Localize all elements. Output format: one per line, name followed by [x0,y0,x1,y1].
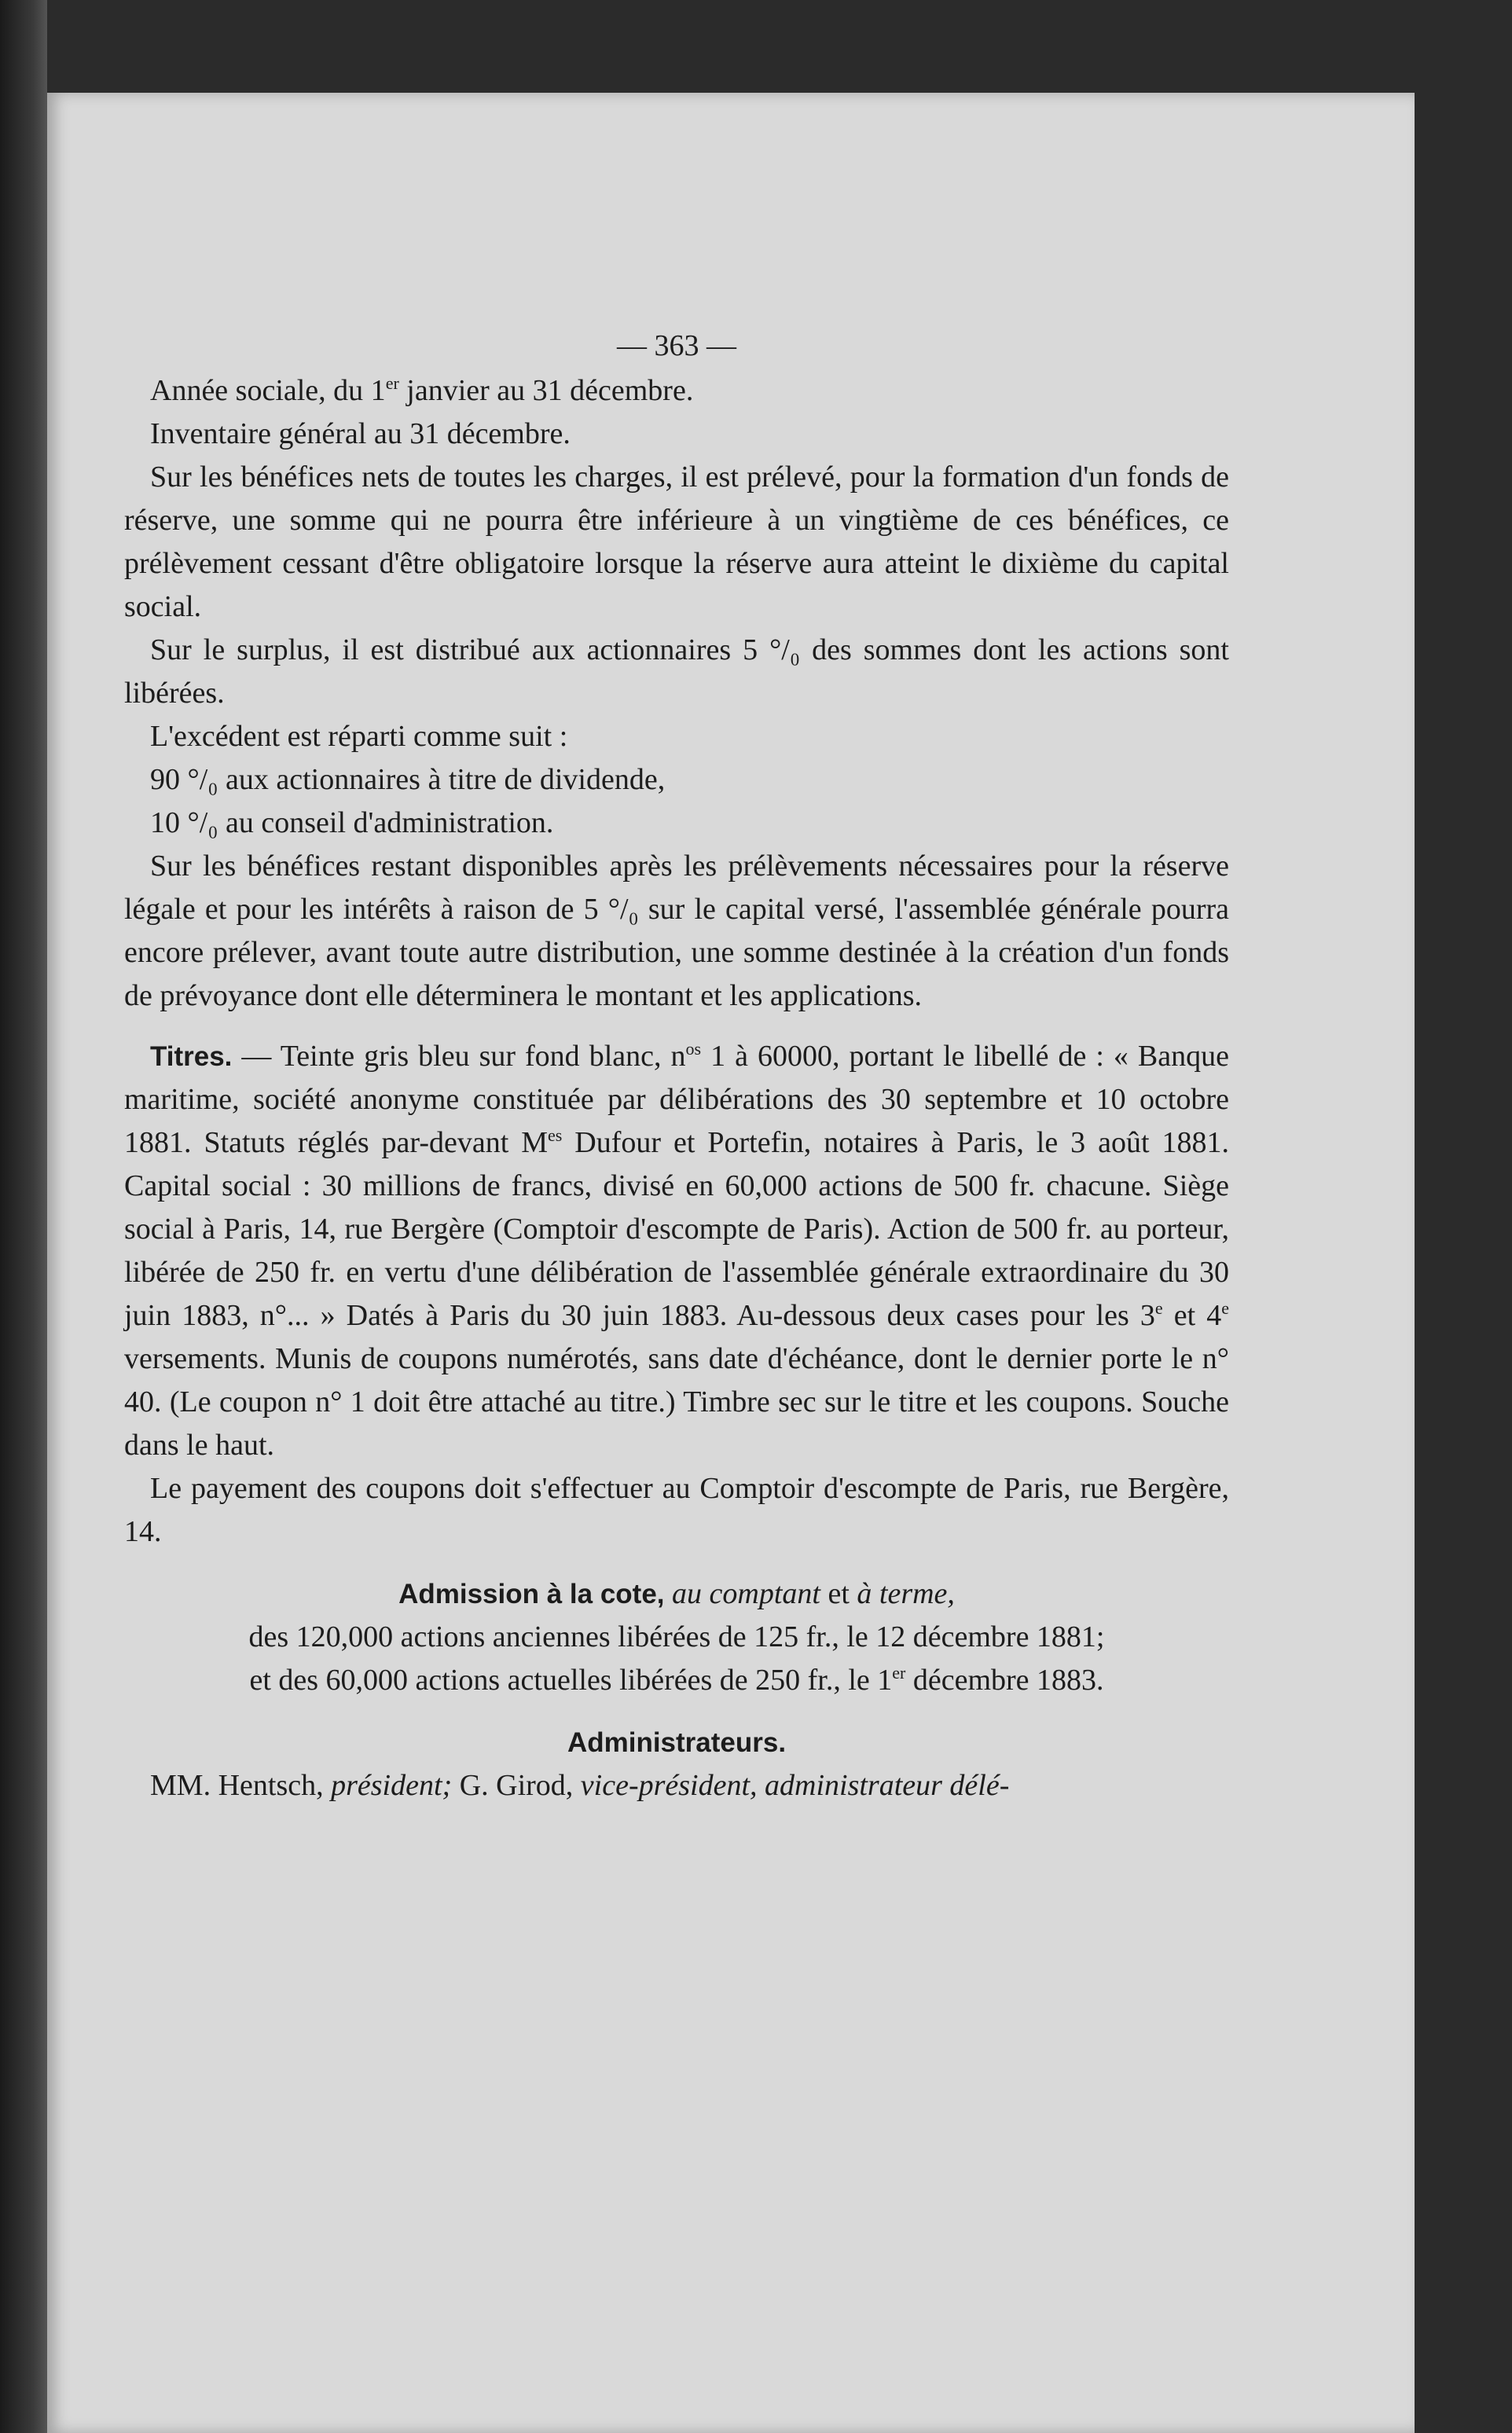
admission-line-1: des 120,000 actions anciennes libérées de 125 fr., le 12 décembre 1881; [248,1620,1105,1653]
text-span: et 4 [1162,1299,1222,1332]
superscript: e [1221,1298,1229,1318]
paragraph-surplus: Sur le surplus, il est distribué aux actionnaires 5 °/₀ des sommes dont les actions sont libérées. [124,633,1229,710]
text-span: décembre 1883. [905,1664,1104,1697]
text-span: 1 à 60000, portant le libellé de : « Banque maritime, société anonyme constituée par délibérations des 30 septembre et 10 octobre 1881. Statuts réglés par-devant M [124,1040,1230,1159]
page-number: — 363 — [617,329,736,362]
paragraph-titres [124,1035,1229,1467]
text-span: Année sociale, du 1 [150,374,386,407]
administrateurs-title: Administrateurs. [567,1727,787,1758]
paragraph-excedent: L'excédent est réparti comme suit : [150,720,568,753]
administrateurs-heading [124,1721,1229,1764]
text-span: janvier au 31 décembre. [398,374,694,407]
superscript: er [892,1663,906,1683]
role-president: président; [331,1769,453,1802]
page-text [124,322,1229,1807]
titres-label: Titres. [150,1041,233,1072]
text-span: Dufour et Portefin, notaires à Paris, le 3 août 1881. Capital social : 30 millions de francs, divisé en 60,000 actions de 500 fr. chacune. Siège social à Paris, 14, rue Bergère (Comptoir d'escompte de Paris). Action de 500 fr. au porteur, libérée de 250 fr. en vertu d'une délibération de l'assemblée générale extraordinaire du 30 juin 1883, n°... » Datés à Paris du 30 juin 1883. Au-dessous deux cases pour les 3 [124,1126,1229,1332]
text-span: versements. Munis de coupons numérotés, sans date d'échéance, dont le dernier porte le n° 40. (Le coupon n° 1 doit être attaché au titre.) Timbre sec sur le titre et les coupons. Souche dans le haut. [124,1342,1229,1462]
paragraph-administrateurs [124,1764,1229,1807]
paragraph-dividende: 90 °/₀ aux actionnaires à titre de dividende, [150,763,666,796]
admission-et: et [828,1577,850,1610]
superscript: es [548,1125,563,1145]
superscript: er [385,373,399,393]
text-span: MM. Hentsch, [150,1769,332,1802]
admission-comptant: au comptant [672,1577,820,1610]
role-vice-president: vice-président, administrateur délé- [580,1769,1010,1802]
admission-terme: à terme, [857,1577,955,1610]
paragraph-conseil: 10 °/₀ au conseil d'administration. [150,806,554,839]
admission-heading [124,1572,1229,1616]
paragraph-payement: Le payement des coupons doit s'effectuer au Comptoir d'escompte de Paris, rue Bergère, 14. [124,1472,1229,1548]
admission-title: Admission à la cote, [398,1579,665,1609]
book-page [47,93,1415,2433]
text-span: G. Girod, [452,1769,581,1802]
paragraph-inventaire: Inventaire général au 31 décembre. [150,417,571,450]
text-span: et des 60,000 actions actuelles libérées de 250 fr., le 1 [249,1664,893,1697]
text-span: — Teinte gris bleu sur fond blanc, n [232,1040,686,1073]
paragraph-prevoyance: Sur les bénéfices restant disponibles après les prélèvements nécessaires pour la réserve légale et pour les intérêts à raison de 5 °/₀ sur le capital versé, l'assemblée générale pourra encore prélever, avant toute autre distribution, une somme destinée à la création d'un fonds de prévoyance dont elle déterminera le montant et les applications. [124,850,1229,1012]
superscript: os [685,1039,702,1059]
paragraph-benefices: Sur les bénéfices nets de toutes les charges, il est prélevé, pour la formation d'un fonds de réserve, une somme qui ne pourra être inférieure à un vingtième de ces bénéfices, ce prélèvement cessant d'être obligatoire lorsque la réserve aura atteint le dixième du capital social. [124,461,1229,623]
admission-line-2 [124,1659,1229,1702]
paragraph-annee-sociale [124,369,1229,413]
superscript: e [1154,1298,1163,1318]
spacer [124,1018,1229,1035]
book-spine [0,0,47,2433]
